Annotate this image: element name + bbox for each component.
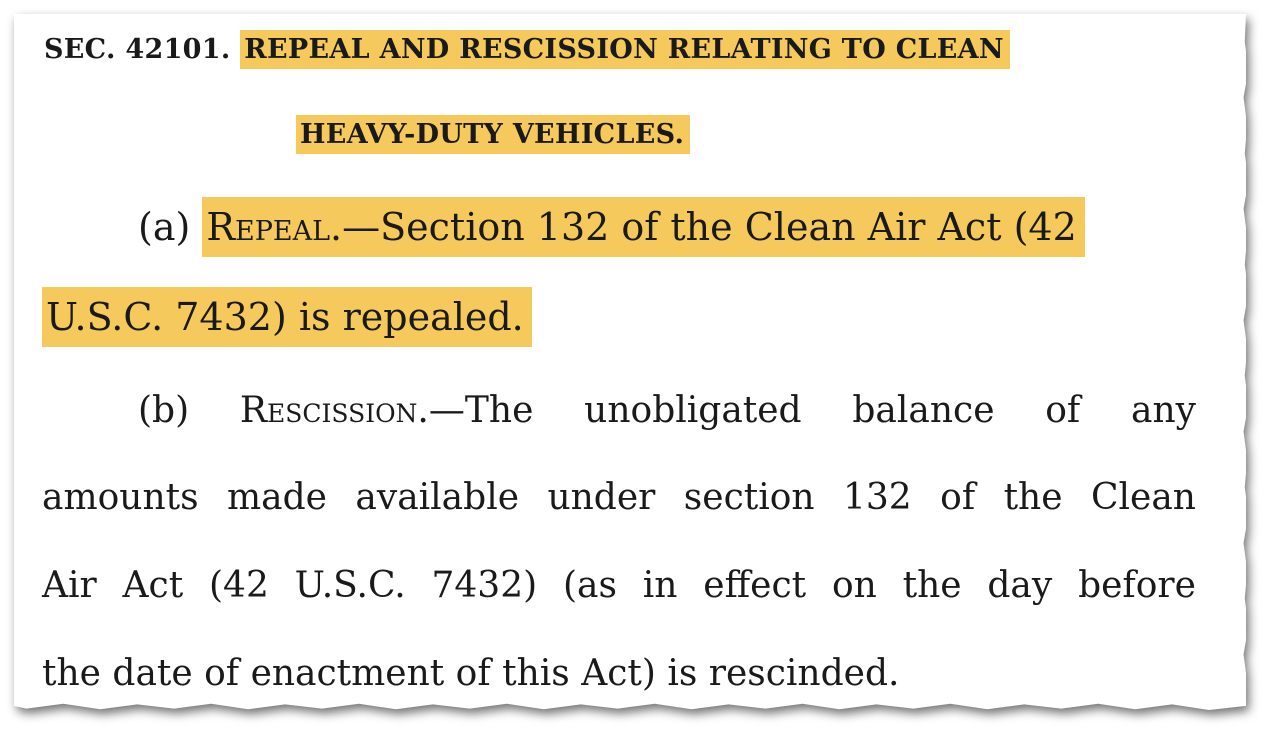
subsection-b-text-line4: the date of enactment of this Act) is rescinded.: [42, 653, 900, 694]
subsection-b-word: of: [940, 477, 976, 518]
section-title-line2: HEAVY-DUTY VEHICLES.: [296, 115, 690, 154]
subsection-b-heading: Rescission.: [239, 390, 429, 431]
subsection-b-word: on: [831, 565, 877, 606]
subsection-b-word: under: [547, 477, 656, 518]
subsection-b-word: amounts: [42, 477, 199, 518]
section-heading-line1: [44, 34, 1010, 65]
section-heading-line2: [296, 119, 690, 150]
subsection-b-word: available: [355, 477, 520, 518]
subsection-a-heading: Repeal.: [206, 205, 343, 249]
subsection-b-line2: [42, 477, 1196, 518]
subsection-b-word: any: [1131, 390, 1196, 431]
subsection-b-word: day: [987, 565, 1053, 606]
subsection-b-word: effect: [703, 565, 807, 606]
subsection-b-line4: [42, 653, 900, 694]
section-title-line1: REPEAL AND RESCISSION RELATING TO CLEAN: [240, 30, 1010, 69]
subsection-b-word: of: [1045, 390, 1081, 431]
subsection-b-word: (as: [562, 565, 617, 606]
subsection-b-word: Air: [42, 565, 97, 606]
subsection-b-line1: [138, 390, 1196, 431]
subsection-b-word: 7432): [431, 565, 538, 606]
subsection-a-text-line1: —Section 132 of the Clean Air Act (42: [342, 205, 1077, 249]
subsection-b-word: made: [227, 477, 327, 518]
subsection-b-word: in: [642, 565, 678, 606]
subsection-b-word: balance: [852, 390, 995, 431]
subsection-b-word: U.S.C.: [294, 565, 406, 606]
subsection-b-line3: [42, 565, 1196, 606]
section-number: SEC. 42101.: [44, 34, 231, 65]
subsection-a-text-line2: U.S.C. 7432) is repealed.: [42, 287, 532, 347]
subsection-a-marker: (a): [138, 205, 191, 249]
subsection-b-word: (42: [209, 565, 269, 606]
subsection-b-marker: (b): [138, 390, 190, 431]
subsection-b-word: unobligated: [584, 390, 802, 431]
subsection-a-line1: [138, 205, 1085, 249]
subsection-b-word: 132: [843, 477, 912, 518]
subsection-b-word: section: [683, 477, 815, 518]
subsection-b-word: before: [1078, 565, 1196, 606]
subsection-b-word: Act: [122, 565, 184, 606]
subsection-b-word: —The: [428, 390, 534, 431]
subsection-b-word: the: [902, 565, 962, 606]
subsection-a-line2: [42, 295, 532, 339]
subsection-b-word: the: [1003, 477, 1063, 518]
subsection-b-word: Clean: [1090, 477, 1196, 518]
